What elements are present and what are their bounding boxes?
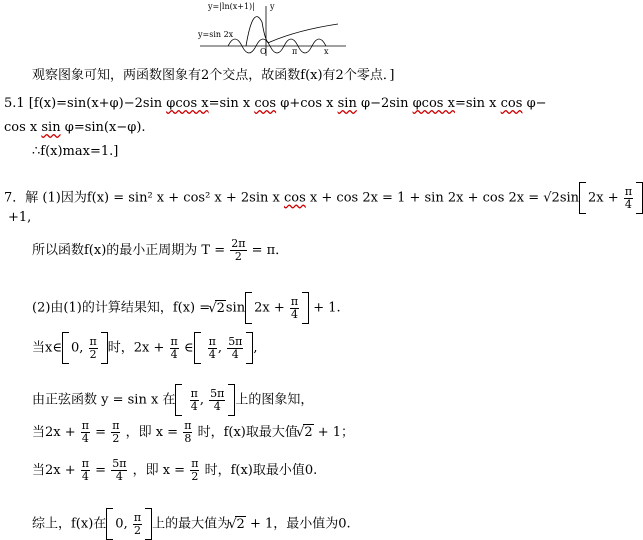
problem-7-line-2: +1, [8, 210, 32, 225]
sine-graph-line: 由正弦函数 y = sin x 在 $\frac{\pi}{4}$ , $\frac{5\pi}{4}$ 上的图象知， [32, 384, 313, 416]
label-ln: y=|ln(x+1)| [208, 2, 255, 11]
label-pi: π [292, 47, 298, 56]
function-graph [198, 2, 348, 58]
part-2-line: (2)由(1)的计算结果知，f(x) = √ 2sin 2x + $\frac{\pi}{4}$ + 1. [32, 292, 341, 324]
problem-5-line-2: cos x sin φ=sin(x−φ). [4, 120, 146, 135]
label-x: x [324, 47, 329, 56]
ln-curve [246, 17, 338, 46]
interval-line: 当x∈ 0, $\frac{\pi}{2}$ 时，2x + $\frac{\pi}{4}$ ∈ $\frac{\pi}{4}$ , $\frac{5\pi}{4}$ , [32, 332, 258, 364]
label-y: y [270, 2, 275, 11]
label-origin: O [260, 47, 267, 56]
problem-7-line-1: 7．解 (1)因为f(x) = sin² x + cos² x + 2sin x cos x + cos 2x = 1 + sin 2x + cos 2x = √2sin 2x + $\frac{\pi}{4}$ [4, 182, 643, 214]
fraction-pi-over-4: $\frac{\pi}{4}$ [624, 184, 633, 211]
summary-line: 综上，f(x)在 0, $\frac{\pi}{2}$ 上的最大值为 √ 2 + 1，最小值为0. [32, 508, 351, 540]
conclusion-line: 观察图象可知，两函数图象有2个交点，故函数f(x)有2个零点．] [32, 68, 395, 83]
minimum-case-line: 当2x + $\frac{\pi}{4}$ = $\frac{5\pi}{4}$ ，即 x = $\frac{\pi}{2}$ 时，f(x)取最小值0. [32, 457, 318, 483]
period-line: 所以函数f(x)的最小正周期为 T = $\frac{2\pi}{2}$ = π． [32, 237, 289, 263]
problem-5-line-1: 5.1 [f(x)=sin(x+φ)−2sin φcos x=sin x cos φ+cos x sin φ−2sin φcos x=sin x cos φ− [4, 96, 547, 111]
maximum-case-line: 当2x + $\frac{\pi}{4}$ = $\frac{\pi}{2}$ ，即 x = $\frac{\pi}{8}$ 时，f(x)取最大值 √ 2 + 1； [32, 420, 354, 445]
max-value-line: ∴f(x)max=1.] [32, 144, 119, 159]
label-sin: y=sin 2x [198, 30, 234, 39]
